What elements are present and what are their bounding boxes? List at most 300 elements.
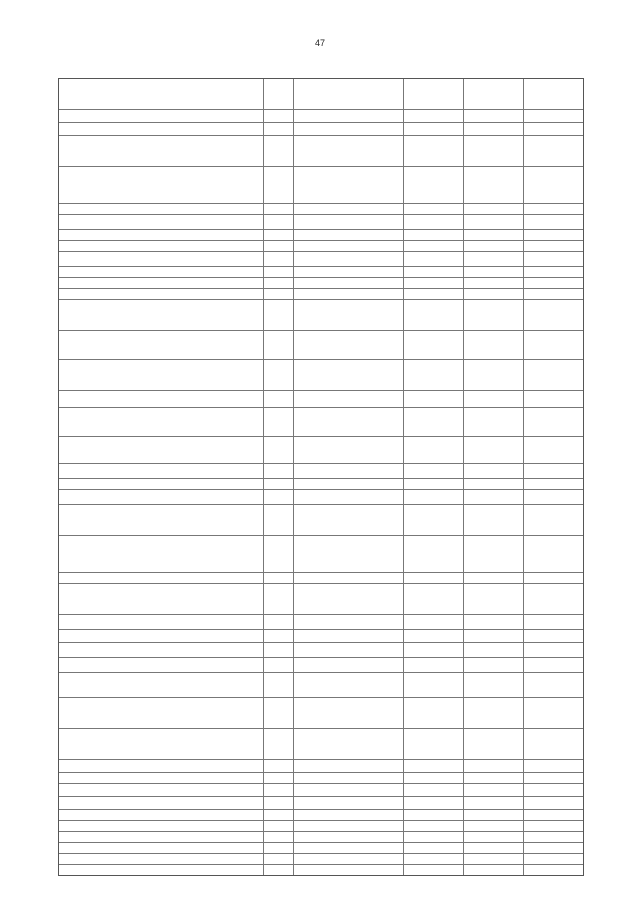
table-cell: [264, 204, 294, 214]
table-cell: [59, 79, 264, 109]
table-row: [59, 289, 583, 300]
table-cell: [59, 773, 264, 783]
table-cell: [404, 505, 464, 535]
table-cell: [294, 136, 404, 166]
table-cell: [404, 810, 464, 820]
table-cell: [264, 408, 294, 436]
table-row: [59, 505, 583, 536]
table-cell: [464, 773, 524, 783]
table-cell: [264, 464, 294, 478]
table-cell: [294, 391, 404, 407]
table-row: [59, 479, 583, 490]
table-cell: [464, 784, 524, 796]
table-cell: [464, 505, 524, 535]
table-cell: [404, 437, 464, 463]
table-row: [59, 797, 583, 810]
table-cell: [264, 773, 294, 783]
table-cell: [464, 865, 524, 875]
table-row: [59, 300, 583, 331]
table-cell: [294, 615, 404, 629]
table-row: [59, 658, 583, 673]
table-cell: [59, 331, 264, 359]
table-cell: [404, 278, 464, 288]
table-cell: [464, 408, 524, 436]
table-cell: [404, 123, 464, 135]
table-row: [59, 536, 583, 573]
table-row: [59, 490, 583, 505]
table-cell: [59, 843, 264, 853]
table-cell: [264, 643, 294, 657]
table-cell: [264, 673, 294, 697]
table-cell: [524, 729, 583, 759]
table-cell: [294, 673, 404, 697]
table-row: [59, 854, 583, 865]
table-cell: [264, 110, 294, 122]
table-cell: [294, 123, 404, 135]
table-cell: [59, 278, 264, 288]
table-cell: [294, 573, 404, 583]
table-row: [59, 360, 583, 391]
table-cell: [464, 331, 524, 359]
table-cell: [464, 615, 524, 629]
table-cell: [404, 784, 464, 796]
table-cell: [524, 437, 583, 463]
table-cell: [294, 300, 404, 330]
table-cell: [524, 630, 583, 642]
table-cell: [404, 643, 464, 657]
table-cell: [404, 331, 464, 359]
table-cell: [294, 760, 404, 772]
table-cell: [264, 615, 294, 629]
table-cell: [524, 784, 583, 796]
table-cell: [294, 797, 404, 809]
table-cell: [59, 408, 264, 436]
table-cell: [524, 110, 583, 122]
table-row: [59, 391, 583, 408]
table-cell: [59, 289, 264, 299]
table-cell: [524, 215, 583, 229]
table-cell: [294, 810, 404, 820]
table-cell: [524, 584, 583, 614]
table-cell: [264, 505, 294, 535]
table-cell: [524, 573, 583, 583]
table-cell: [524, 505, 583, 535]
table-cell: [59, 464, 264, 478]
table-cell: [294, 331, 404, 359]
table-cell: [404, 797, 464, 809]
table-cell: [59, 854, 264, 864]
table-cell: [294, 865, 404, 875]
table-row: [59, 773, 583, 784]
table-cell: [524, 810, 583, 820]
table-cell: [404, 584, 464, 614]
table-row: [59, 821, 583, 832]
table-row: [59, 810, 583, 821]
table-row: [59, 584, 583, 615]
table-cell: [264, 784, 294, 796]
table-cell: [294, 241, 404, 251]
table-cell: [294, 278, 404, 288]
table-cell: [524, 832, 583, 842]
table-cell: [464, 437, 524, 463]
table-cell: [464, 215, 524, 229]
table-cell: [294, 584, 404, 614]
table-row: [59, 760, 583, 773]
table-cell: [524, 673, 583, 697]
table-cell: [464, 630, 524, 642]
table-cell: [404, 79, 464, 109]
table-cell: [524, 408, 583, 436]
table-row: [59, 204, 583, 215]
table-cell: [524, 865, 583, 875]
table-cell: [264, 630, 294, 642]
table-cell: [404, 215, 464, 229]
table-cell: [264, 437, 294, 463]
table-cell: [264, 584, 294, 614]
table-cell: [294, 267, 404, 277]
table-cell: [524, 230, 583, 240]
table-cell: [294, 289, 404, 299]
table-cell: [264, 843, 294, 853]
table-cell: [294, 773, 404, 783]
table-row: [59, 230, 583, 241]
table-cell: [404, 615, 464, 629]
table-cell: [464, 673, 524, 697]
table-row: [59, 408, 583, 437]
table-cell: [404, 536, 464, 572]
table-cell: [464, 760, 524, 772]
table-cell: [264, 360, 294, 390]
table-cell: [404, 865, 464, 875]
table-cell: [59, 832, 264, 842]
table-cell: [59, 136, 264, 166]
table-row: [59, 464, 583, 479]
table-cell: [524, 123, 583, 135]
table-cell: [524, 252, 583, 266]
table-cell: [524, 167, 583, 203]
table-row: [59, 643, 583, 658]
table-cell: [524, 698, 583, 728]
table-cell: [294, 79, 404, 109]
table-cell: [264, 729, 294, 759]
table-cell: [264, 810, 294, 820]
table-cell: [464, 241, 524, 251]
table-cell: [59, 630, 264, 642]
table-cell: [294, 110, 404, 122]
table-cell: [464, 584, 524, 614]
table-cell: [264, 278, 294, 288]
table-cell: [59, 797, 264, 809]
table-cell: [264, 136, 294, 166]
table-row: [59, 123, 583, 136]
table-cell: [464, 573, 524, 583]
table-cell: [524, 300, 583, 330]
table-cell: [524, 79, 583, 109]
table-cell: [59, 810, 264, 820]
table-cell: [59, 167, 264, 203]
table-cell: [404, 843, 464, 853]
table-cell: [59, 123, 264, 135]
table-cell: [294, 360, 404, 390]
table-cell: [524, 797, 583, 809]
table-cell: [464, 658, 524, 672]
table-cell: [464, 536, 524, 572]
table-cell: [264, 760, 294, 772]
table-row: [59, 673, 583, 698]
table-cell: [294, 464, 404, 478]
table-cell: [264, 230, 294, 240]
table-cell: [404, 490, 464, 504]
table-row: [59, 615, 583, 630]
table-cell: [59, 698, 264, 728]
table-cell: [404, 464, 464, 478]
table-cell: [59, 215, 264, 229]
table-cell: [464, 832, 524, 842]
table-cell: [404, 167, 464, 203]
table-cell: [264, 289, 294, 299]
table-cell: [404, 300, 464, 330]
table-cell: [524, 289, 583, 299]
table-cell: [404, 252, 464, 266]
table-cell: [294, 408, 404, 436]
table-cell: [524, 241, 583, 251]
table-cell: [524, 490, 583, 504]
table-cell: [59, 760, 264, 772]
table-cell: [464, 123, 524, 135]
table-cell: [464, 854, 524, 864]
table-row: [59, 278, 583, 289]
table-row: [59, 167, 583, 204]
table-row: [59, 784, 583, 797]
table-cell: [464, 810, 524, 820]
page-number: 47: [314, 38, 325, 48]
table-cell: [524, 136, 583, 166]
table-row: [59, 331, 583, 360]
table-cell: [404, 832, 464, 842]
table-cell: [524, 536, 583, 572]
table-cell: [464, 230, 524, 240]
table-cell: [264, 854, 294, 864]
table-cell: [294, 643, 404, 657]
table-cell: [404, 360, 464, 390]
table-cell: [294, 437, 404, 463]
table-row: [59, 843, 583, 854]
table-cell: [524, 204, 583, 214]
table-row: [59, 79, 583, 110]
table-cell: [404, 698, 464, 728]
table-cell: [524, 643, 583, 657]
table-cell: [59, 784, 264, 796]
table-cell: [404, 289, 464, 299]
table-cell: [524, 267, 583, 277]
table-cell: [59, 490, 264, 504]
table-cell: [404, 110, 464, 122]
table-cell: [294, 729, 404, 759]
table-cell: [464, 821, 524, 831]
table-cell: [524, 658, 583, 672]
table-cell: [464, 464, 524, 478]
table-cell: [264, 391, 294, 407]
table-cell: [404, 630, 464, 642]
table-cell: [264, 267, 294, 277]
table-row: [59, 136, 583, 167]
table-cell: [294, 843, 404, 853]
table-cell: [464, 729, 524, 759]
table-cell: [264, 797, 294, 809]
table-cell: [404, 267, 464, 277]
table-cell: [524, 278, 583, 288]
table-cell: [59, 437, 264, 463]
table-cell: [59, 267, 264, 277]
table-cell: [294, 784, 404, 796]
table-cell: [464, 252, 524, 266]
table-cell: [464, 300, 524, 330]
table-cell: [59, 479, 264, 489]
table-cell: [464, 391, 524, 407]
table-cell: [294, 854, 404, 864]
table-cell: [294, 230, 404, 240]
table-cell: [264, 79, 294, 109]
table-cell: [59, 241, 264, 251]
table-cell: [524, 360, 583, 390]
table-cell: [59, 643, 264, 657]
table-cell: [59, 536, 264, 572]
table-cell: [464, 289, 524, 299]
table-cell: [59, 230, 264, 240]
table-cell: [464, 110, 524, 122]
table-cell: [59, 204, 264, 214]
table-cell: [404, 136, 464, 166]
table-cell: [524, 843, 583, 853]
table-cell: [464, 167, 524, 203]
table-cell: [464, 843, 524, 853]
table-cell: [404, 729, 464, 759]
table-cell: [404, 821, 464, 831]
table-cell: [464, 490, 524, 504]
table-cell: [264, 479, 294, 489]
table-cell: [404, 241, 464, 251]
table-cell: [264, 832, 294, 842]
table-cell: [464, 698, 524, 728]
budget-table: [58, 78, 584, 876]
table-cell: [59, 300, 264, 330]
table-cell: [524, 760, 583, 772]
table-row: [59, 865, 583, 875]
table-cell: [404, 854, 464, 864]
table-cell: [264, 241, 294, 251]
table-cell: [294, 252, 404, 266]
table-cell: [524, 773, 583, 783]
table-cell: [404, 408, 464, 436]
table-cell: [59, 673, 264, 697]
table-cell: [294, 490, 404, 504]
table-cell: [524, 854, 583, 864]
table-cell: [264, 536, 294, 572]
table-cell: [404, 479, 464, 489]
table-row: [59, 729, 583, 760]
table-cell: [59, 360, 264, 390]
table-cell: [59, 729, 264, 759]
table-cell: [264, 300, 294, 330]
table-row: [59, 832, 583, 843]
table-cell: [59, 658, 264, 672]
table-cell: [264, 252, 294, 266]
table-cell: [294, 630, 404, 642]
table-row: [59, 698, 583, 729]
table-cell: [264, 573, 294, 583]
table-cell: [464, 278, 524, 288]
table-cell: [264, 331, 294, 359]
table-cell: [404, 573, 464, 583]
table-cell: [404, 773, 464, 783]
table-cell: [59, 584, 264, 614]
table-cell: [264, 490, 294, 504]
table-cell: [294, 479, 404, 489]
table-cell: [464, 204, 524, 214]
table-cell: [294, 215, 404, 229]
table-cell: [404, 391, 464, 407]
table-row: [59, 267, 583, 278]
table-cell: [294, 698, 404, 728]
table-cell: [59, 821, 264, 831]
table-cell: [264, 865, 294, 875]
table-row: [59, 437, 583, 464]
table-cell: [464, 797, 524, 809]
table-cell: [264, 123, 294, 135]
table-cell: [404, 230, 464, 240]
table-cell: [294, 167, 404, 203]
table-row: [59, 241, 583, 252]
table-cell: [294, 658, 404, 672]
table-cell: [464, 479, 524, 489]
table-row: [59, 252, 583, 267]
table-cell: [524, 464, 583, 478]
table-cell: [524, 391, 583, 407]
table-cell: [294, 204, 404, 214]
table-cell: [524, 479, 583, 489]
table-cell: [59, 865, 264, 875]
table-row: [59, 573, 583, 584]
table-cell: [264, 658, 294, 672]
table-cell: [59, 252, 264, 266]
table-cell: [464, 136, 524, 166]
table-cell: [59, 110, 264, 122]
table-cell: [264, 698, 294, 728]
table-cell: [404, 204, 464, 214]
table-cell: [59, 391, 264, 407]
table-cell: [524, 821, 583, 831]
table-row: [59, 215, 583, 230]
table-cell: [464, 643, 524, 657]
table-cell: [59, 505, 264, 535]
table-cell: [524, 615, 583, 629]
table-cell: [264, 167, 294, 203]
table-cell: [294, 821, 404, 831]
table-cell: [404, 658, 464, 672]
table-cell: [464, 267, 524, 277]
table-cell: [404, 673, 464, 697]
table-cell: [294, 536, 404, 572]
table-cell: [59, 573, 264, 583]
table-cell: [294, 832, 404, 842]
table-cell: [404, 760, 464, 772]
table-cell: [59, 615, 264, 629]
table-cell: [464, 360, 524, 390]
table-cell: [294, 505, 404, 535]
table-cell: [264, 821, 294, 831]
table-row: [59, 630, 583, 643]
table-cell: [264, 215, 294, 229]
